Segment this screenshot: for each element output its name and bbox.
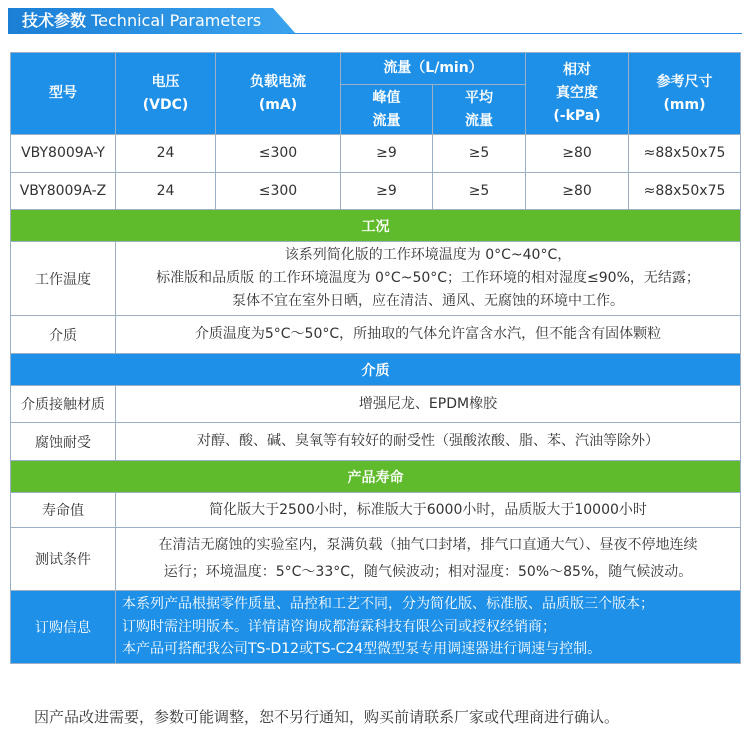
- cell-peak: ≥9: [341, 135, 433, 173]
- col-avg-flow: 平均 流量: [433, 85, 526, 135]
- contact-material-label: 介质接触材质: [11, 386, 116, 423]
- contact-material-text: 增强尼龙、EPDM橡胶: [116, 386, 741, 423]
- cell-avg: ≥5: [433, 173, 526, 210]
- table-row: [11, 173, 741, 210]
- cell-current: ≤300: [216, 135, 341, 173]
- col-size: 参考尺寸 (mm): [629, 53, 741, 135]
- life-text: 简化版大于2500小时，标准版大于6000小时，品质版大于10000小时: [116, 493, 741, 528]
- header-line: [288, 33, 742, 34]
- spec-table: [10, 52, 741, 664]
- cell-voltage: 24: [116, 135, 216, 173]
- header-title: [22, 9, 261, 33]
- test-label: 测试条件: [11, 528, 116, 591]
- section-life: 产品寿命: [11, 461, 741, 493]
- cell-avg: ≥5: [433, 135, 526, 173]
- footer-note: 因产品改进需要，参数可能调整，恕不另行通知，购买前请联系厂家或代理商进行确认。: [34, 708, 620, 726]
- col-voltage: 电压 (VDC): [116, 53, 216, 135]
- corrosion-text: 对醇、酸、碱、臭氧等有较好的耐受性（强酸浓酸、脂、苯、汽油等除外）: [116, 423, 741, 461]
- table-row: [11, 135, 741, 173]
- test-text: 在清洁无腐蚀的实验室内，泵满负载（抽气口封堵，排气口直通大气）、昼夜不停地连续 运行；环境温度：5°C～33°C，随气候波动；相对湿度：50%～85%，随气候波动。: [116, 528, 741, 591]
- cell-size: ≈88x50x75: [629, 173, 741, 210]
- cell-voltage: 24: [116, 173, 216, 210]
- order-text: 本系列产品根据零件质量、品控和工艺不同，分为简化版、标准版、品质版三个版本； 订购时需注明版本。详情请咨询成都海霖科技有限公司或授权经销商； 本产品可搭配我公司TS-D12或TS-C24型微型泵专用调速器进行调速与控制。: [116, 591, 741, 664]
- header-title-cn: 技术参数: [22, 11, 87, 30]
- section-header: [0, 0, 750, 40]
- section-conditions: 工况: [11, 210, 741, 242]
- medium-text: 介质温度为5°C～50°C，所抽取的气体允许富含水汽，但不能含有固体颗粒: [116, 316, 741, 354]
- col-current: 负载电流 (mA): [216, 53, 341, 135]
- cell-model: VBY8009A-Z: [11, 173, 116, 210]
- temp-text: 该系列简化版的工作环境温度为 0°C~40°C， 标准版和品质版 的工作环境温度为 0°C~50°C；工作环境的相对湿度≤90%，无结露； 泵体不宜在室外日晒，应在清洁、通风、无腐蚀的环境中工作。: [116, 242, 741, 316]
- col-model: 型号: [11, 53, 116, 135]
- order-label: 订购信息: [11, 591, 116, 664]
- col-vacuum: 相对 真空度 (-kPa): [526, 53, 629, 135]
- corrosion-label: 腐蚀耐受: [11, 423, 116, 461]
- section-medium: 介质: [11, 354, 741, 386]
- medium-label: 介质: [11, 316, 116, 354]
- temp-label: 工作温度: [11, 242, 116, 316]
- cell-peak: ≥9: [341, 173, 433, 210]
- life-label: 寿命值: [11, 493, 116, 528]
- header-title-en: Technical Parameters: [91, 11, 262, 30]
- col-flow: 流量（L/min）: [341, 53, 526, 85]
- col-peak-flow: 峰值 流量: [341, 85, 433, 135]
- cell-vacuum: ≥80: [526, 173, 629, 210]
- cell-model: VBY8009A-Y: [11, 135, 116, 173]
- cell-size: ≈88x50x75: [629, 135, 741, 173]
- cell-vacuum: ≥80: [526, 135, 629, 173]
- cell-current: ≤300: [216, 173, 341, 210]
